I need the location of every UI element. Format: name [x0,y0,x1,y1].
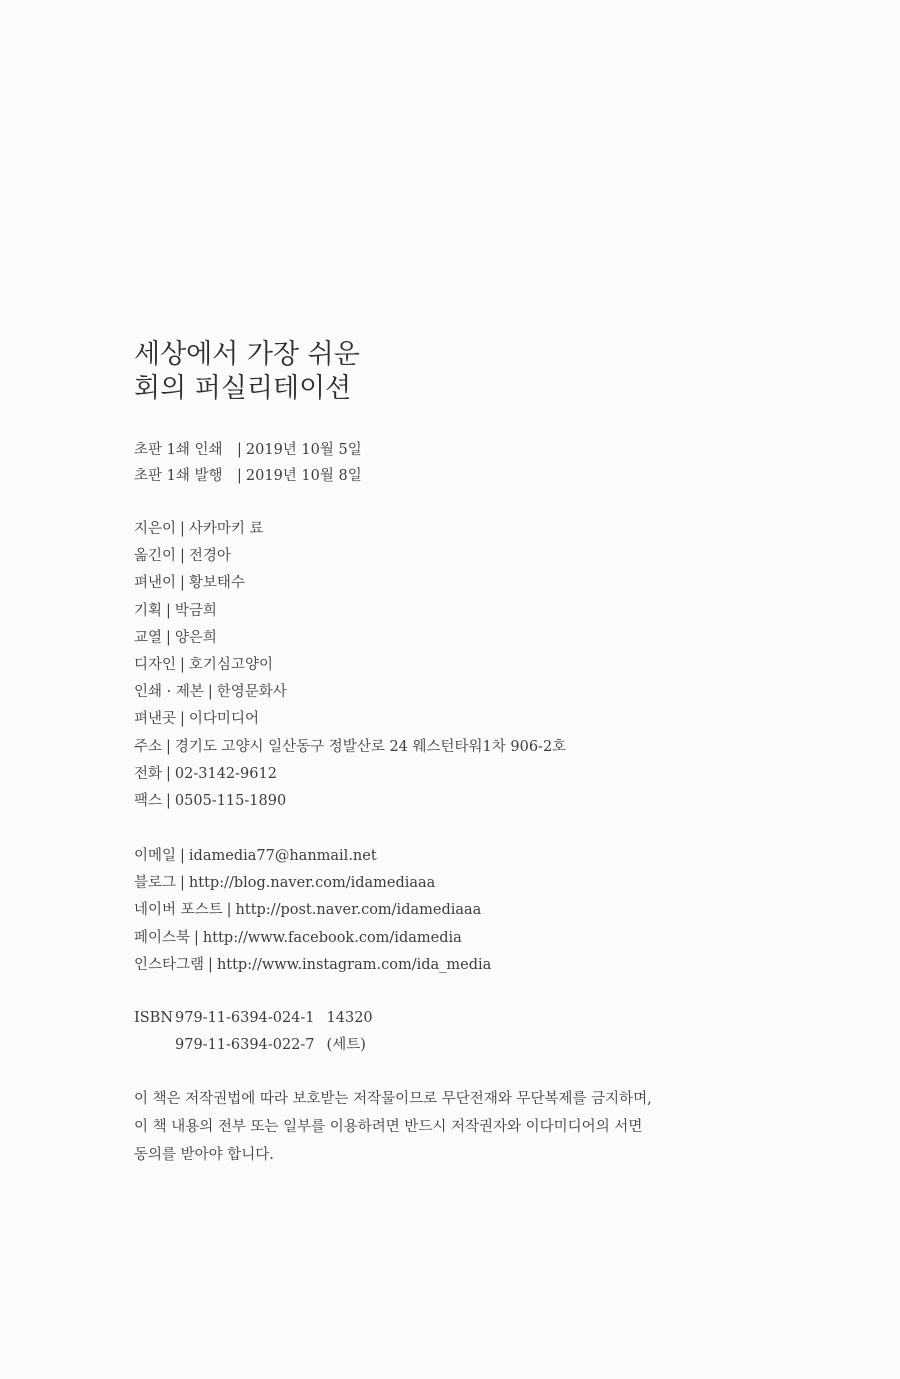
contact-label: 네이버 포스트 [134,902,223,919]
isbn-code: (세트) [326,1037,366,1053]
separator: | [237,468,242,484]
book-title-line-1: 세상에서 가장 쉬운 [134,339,360,370]
credit-row [134,516,566,543]
separator: | [207,684,213,701]
separator: | [180,548,185,565]
credit-row [134,706,566,733]
naver-post-url: http://post.naver.com/idamediaaa [235,902,482,919]
credit-label: 디자인 [134,657,177,674]
credit-row [134,761,566,788]
credit-value: 02-3142-9612 [174,765,277,782]
credit-value: 양은희 [174,629,217,646]
notice-line: 동의를 받아야 합니다. [134,1147,274,1163]
credit-row [134,570,566,597]
credit-value: 박금희 [174,602,217,619]
instagram-url: http://www.instagram.com/ida_media [216,956,492,973]
book-title [134,338,360,406]
isbn-row [134,1032,373,1059]
separator: | [180,875,185,892]
credit-value: 경기도 고양시 일산동구 정발산로 24 웨스턴타워1차 906-2호 [174,738,567,755]
credit-label: 지은이 [134,521,177,537]
contact-label: 이메일 [134,848,177,864]
credit-row [134,625,566,652]
separator: | [166,793,171,810]
isbn-label: ISBN [134,1010,174,1026]
separator: | [166,765,171,782]
contact-row [134,843,491,870]
book-title-line-2: 회의 퍼실리테이션 [134,373,352,404]
isbn-number: 979-11-6394-024-1 [175,1010,315,1026]
printing-date: 2019년 10월 5일 [245,442,362,458]
credit-row [134,652,566,679]
credit-label: 팩스 [134,793,163,810]
credit-label: 주소 [134,738,163,755]
credit-value: 한영문화사 [216,684,287,701]
separator: | [180,848,185,864]
blog-url: http://blog.naver.com/idamediaaa [188,875,436,892]
credit-label: 기획 [134,602,163,619]
notice-line: 이 책 내용의 전부 또는 일부를 이용하려면 반드시 저작권자와 이다미디어의 서면 [134,1119,643,1135]
credit-row [134,734,566,761]
printing-label: 초판 1쇄 발행 [134,468,223,484]
printing-row [134,437,362,463]
email-address: idamedia77@hanmail.net [188,848,377,864]
credit-value: 사카마키 료 [188,521,264,537]
copyright-notice [134,1085,734,1169]
contact-row [134,897,491,924]
contact-row [134,870,491,897]
notice-line: 이 책은 저작권법에 따라 보호받는 저작물이므로 무단전재와 무단복제를 금지하며, [134,1091,652,1107]
credit-label: 교열 [134,629,163,646]
credit-label: 펴낸곳 [134,711,177,728]
contact-row [134,925,491,952]
separator: | [226,902,232,919]
separator: | [237,442,242,458]
printing-label: 초판 1쇄 인쇄 [134,442,223,458]
credit-value: 이다미디어 [188,711,259,728]
separator: | [180,711,185,728]
contact-list [134,843,491,979]
separator: | [194,929,199,946]
separator: | [180,521,185,537]
separator: | [166,629,171,646]
credit-row [134,788,566,815]
credit-value: 호기심고양이 [188,657,273,674]
credit-row [134,543,566,570]
separator: | [180,657,185,674]
contact-label: 인스타그램 [134,956,205,973]
credit-label: 인쇄 · 제본 [134,684,204,701]
contact-label: 블로그 [134,875,177,892]
credit-row [134,598,566,625]
isbn-info [134,1005,373,1059]
printing-row [134,463,362,489]
credit-label: 전화 [134,765,163,782]
isbn-row [134,1005,373,1032]
credit-label: 옮긴이 [134,548,177,565]
contact-label: 페이스북 [134,929,191,946]
facebook-url: http://www.facebook.com/idamedia [202,929,462,946]
credit-row [134,679,566,706]
isbn-code: 14320 [326,1010,373,1026]
printing-info [134,437,362,489]
credit-value: 0505-115-1890 [174,793,287,810]
isbn-number: 979-11-6394-022-7 [175,1037,315,1053]
credits-list [134,516,566,815]
separator: | [166,602,171,619]
credit-label: 펴낸이 [134,575,177,592]
separator: | [180,575,185,592]
separator: | [166,738,171,755]
credit-value: 전경아 [188,548,231,565]
credit-value: 황보태수 [188,575,245,592]
separator: | [208,956,213,973]
printing-date: 2019년 10월 8일 [245,468,362,484]
contact-row [134,952,491,979]
